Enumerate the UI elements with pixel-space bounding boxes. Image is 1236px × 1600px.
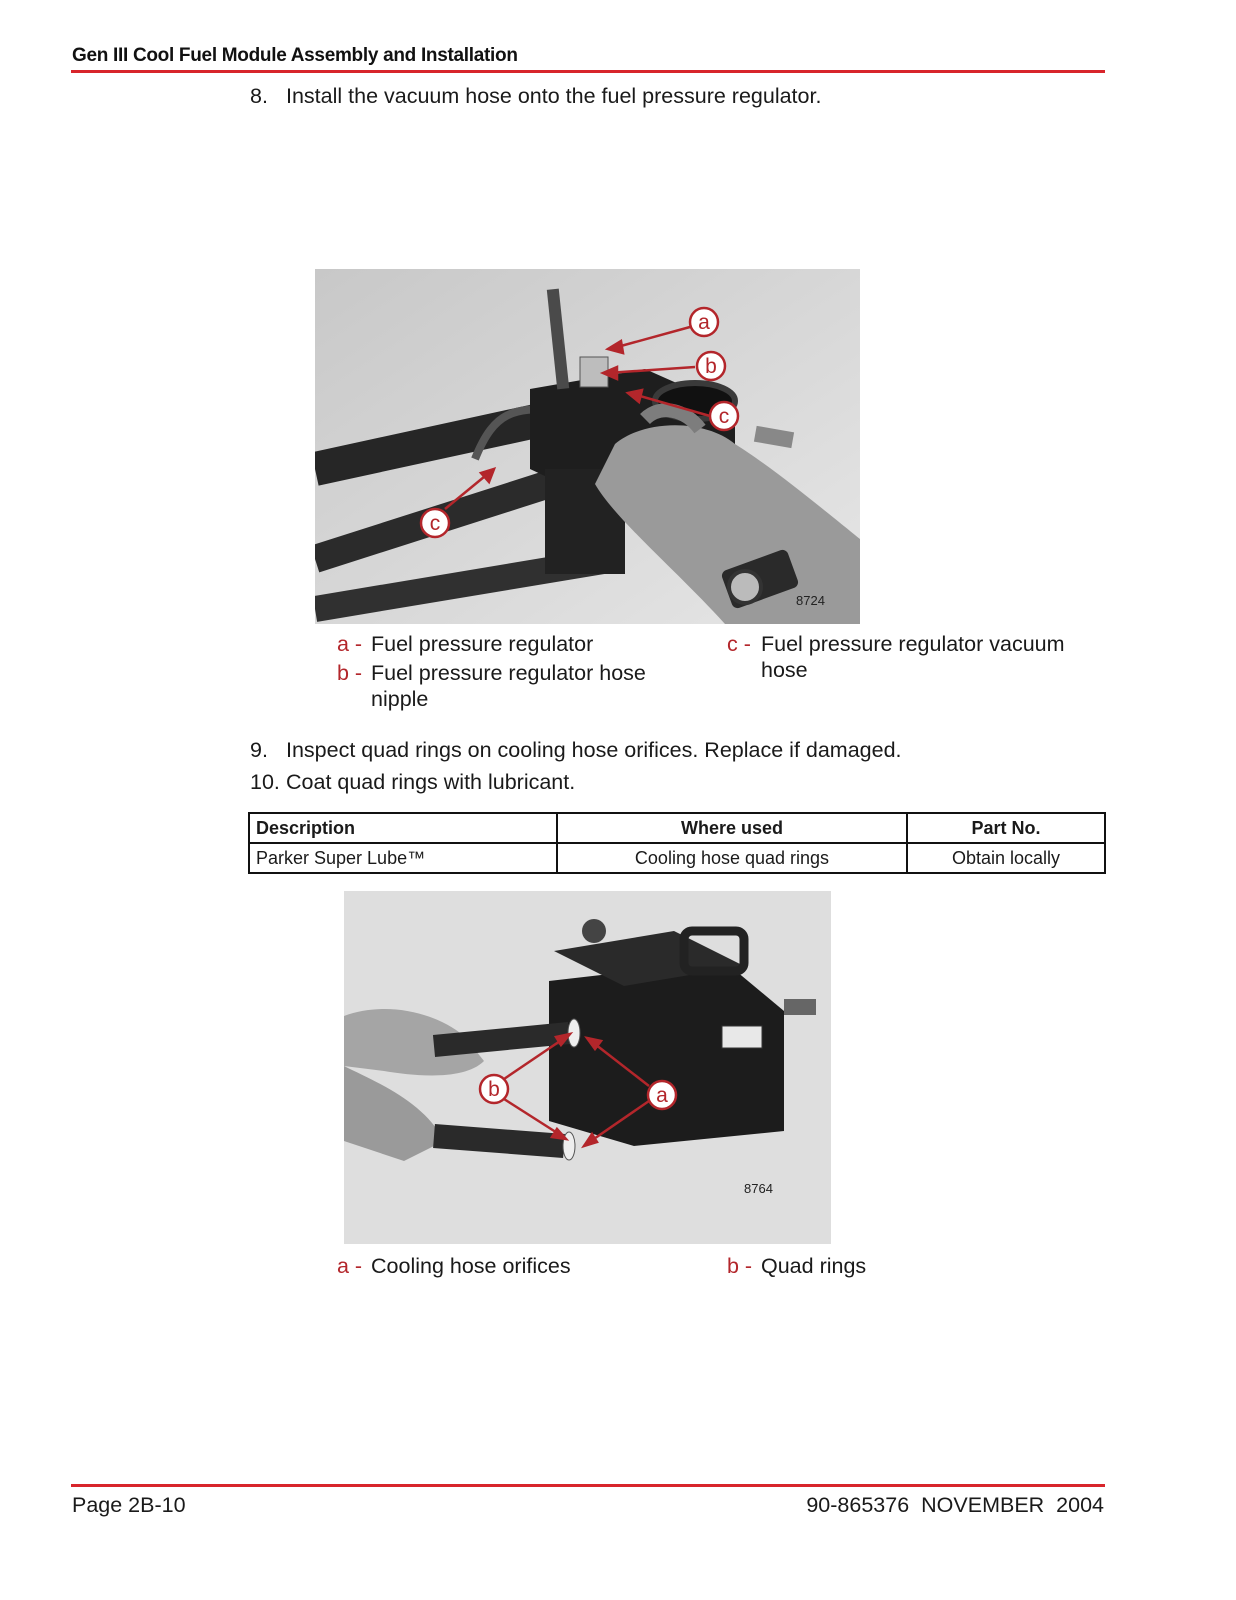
figure-8724-photo <box>315 269 860 624</box>
table-header-where-used: Where used <box>557 813 907 843</box>
step-text: Inspect quad rings on cooling hose orifices. Replace if damaged. <box>286 738 902 762</box>
page-number: Page 2B-10 <box>72 1493 186 1517</box>
step-text: Coat quad rings with lubricant. <box>286 770 576 794</box>
footer-rule <box>71 1484 1105 1487</box>
page-header-title: Gen III Cool Fuel Module Assembly and Installation <box>72 45 518 66</box>
legend-key: a - <box>337 632 363 656</box>
legend-key: c - <box>727 632 751 656</box>
step-number: 8. <box>250 84 268 108</box>
legend-key: b - <box>337 661 363 685</box>
table-header-description: Description <box>249 813 557 843</box>
legend-text: Fuel pressure regulator <box>371 632 594 656</box>
legend-key: a - <box>337 1254 363 1278</box>
callout-c: c <box>718 405 730 428</box>
legend-item-a <box>337 1253 657 1279</box>
header-rule <box>71 70 1105 73</box>
figure-number: 8724 <box>796 593 825 608</box>
callout-b: b <box>488 1078 500 1101</box>
table-cell-part-no: Obtain locally <box>907 843 1105 873</box>
step-number: 10. <box>250 770 280 794</box>
table-header-part-no: Part No. <box>907 813 1105 843</box>
table-row <box>249 843 1105 873</box>
callout-a: a <box>656 1084 668 1107</box>
step-text: Install the vacuum hose onto the fuel pressure regulator. <box>286 84 822 108</box>
callout-b: b <box>705 355 717 378</box>
figure-number: 8764 <box>744 1181 773 1196</box>
table-cell-description: Parker Super Lube™ <box>249 843 557 873</box>
figure-8764-photo <box>344 891 831 1244</box>
legend-text: Fuel pressure regulator hose nipple <box>371 661 646 711</box>
legend-item-c <box>727 631 1087 683</box>
materials-table <box>248 812 1106 874</box>
legend-text: Cooling hose orifices <box>371 1254 571 1278</box>
legend-text: Fuel pressure regulator vacuum hose <box>761 632 1065 682</box>
callout-a: a <box>698 311 710 334</box>
table-header-row <box>249 813 1105 843</box>
step-8 <box>250 84 821 109</box>
document-reference: 90-865376 NOVEMBER 2004 <box>806 1493 1104 1517</box>
legend-key: b - <box>727 1254 753 1278</box>
callout-c-lower: c <box>429 512 441 535</box>
step-9 <box>250 738 902 763</box>
table-cell-where-used: Cooling hose quad rings <box>557 843 907 873</box>
legend-item-b <box>727 1253 1047 1279</box>
step-number: 9. <box>250 738 268 762</box>
legend-item-a <box>337 631 657 657</box>
legend-item-b <box>337 660 677 712</box>
legend-text: Quad rings <box>761 1254 867 1278</box>
step-10 <box>250 770 575 795</box>
fuel-module-vacuum-hose-image <box>315 269 860 624</box>
